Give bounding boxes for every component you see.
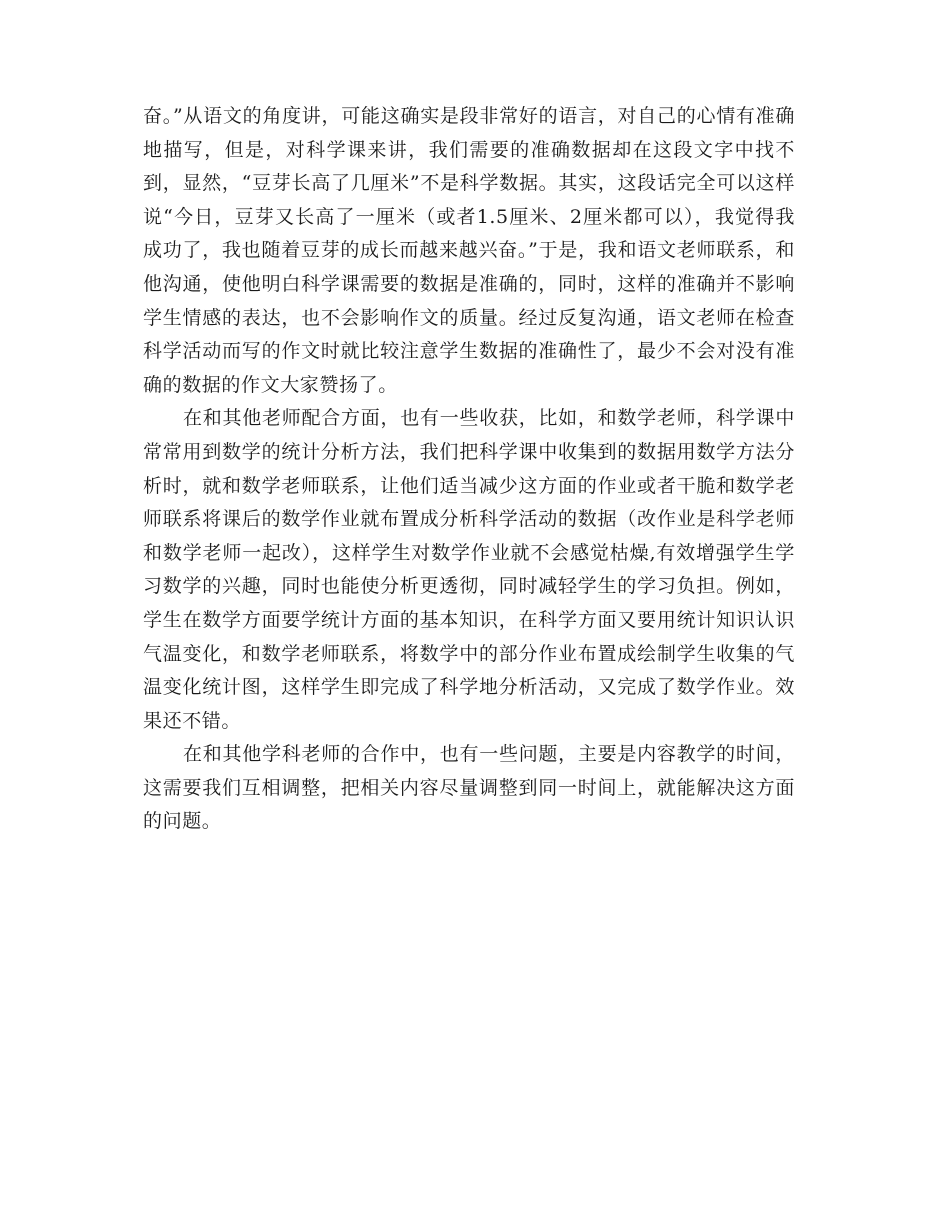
paragraph-3: 在和其他学科老师的合作中，也有一些问题，主要是内容教学的时间，这需要我们互相调整，把相关内容尽量调整到同一时间上，就能解决这方面的问题。 [143,743,795,833]
paragraph-1: 奋。”从语文的角度讲，可能这确实是段非常好的语言，对自己的心情有准确地描写，但是，对科学课来讲，我们需要的准确数据却在这段文字中找不到，显然，“豆芽长高了几厘米”不是科学数据。其实，这段话完全可以这样说“今日，豆芽又长高了一厘米（或者1.5厘米、2厘米都可以），我觉得我成功了，我也随着豆芽的成长而越来越兴奋。”于是，我和语文老师联系，和他沟通，使他明白科学课需要的数据是准确的，同时，这样的准确并不影响学生情感的表达，也不会影响作文的质量。经过反复沟通，语文老师在检查科学活动而写的作文时就比较注意学生数据的准确性了，最少不会对没有准确的数据的作文大家赞扬了。 [143,105,795,396]
paragraph-2: 在和其他老师配合方面，也有一些收获，比如，和数学老师，科学课中常常用到数学的统计分析方法，我们把科学课中收集到的数据用数学方法分析时，就和数学老师联系，让他们适当减少这方面的作业或者干脆和数学老师联系将课后的数学作业就布置成分析科学活动的数据（改作业是科学老师和数学老师一起改），这样学生对数学作业就不会感觉枯燥,有效增强学生学习数学的兴趣，同时也能使分析更透彻，同时减轻学生的学习负担。例如，学生在数学方面要学统计方面的基本知识，在科学方面又要用统计知识认识气温变化，和数学老师联系，将数学中的部分作业布置成绘制学生收集的气温变化统计图，这样学生即完成了科学地分析活动，又完成了数学作业。效果还不错。 [143,407,795,732]
document-body [143,100,795,839]
